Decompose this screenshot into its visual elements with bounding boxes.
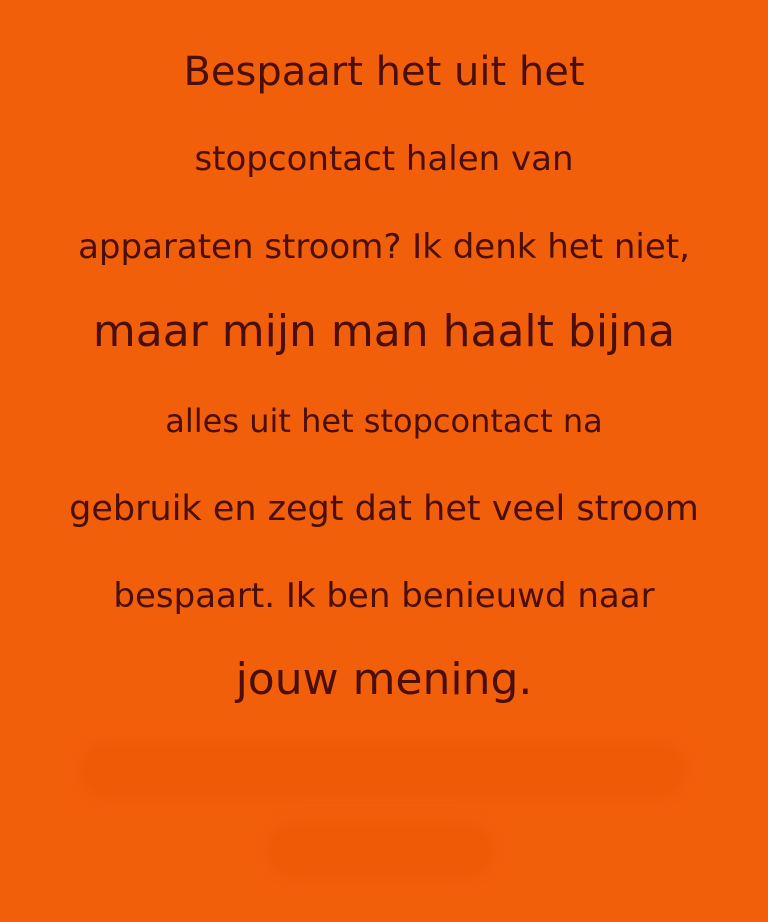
- message-line-1: Bespaart het uit het: [183, 49, 585, 95]
- message-line-8: jouw mening.: [235, 654, 533, 705]
- message-line-3: apparaten stroom? Ik denk het niet,: [78, 227, 690, 267]
- message-line-4: maar mijn man haalt bijna: [92, 306, 676, 357]
- blurred-text-area: [78, 740, 688, 800]
- message-line-2: stopcontact halen van: [194, 139, 574, 179]
- blurred-text-area: [265, 820, 495, 880]
- message-line-5: alles uit het stopcontact na: [165, 402, 603, 440]
- message-line-7: bespaart. Ik ben benieuwd naar: [113, 576, 655, 616]
- message-line-6: gebruik en zegt dat het veel stroom: [69, 489, 699, 529]
